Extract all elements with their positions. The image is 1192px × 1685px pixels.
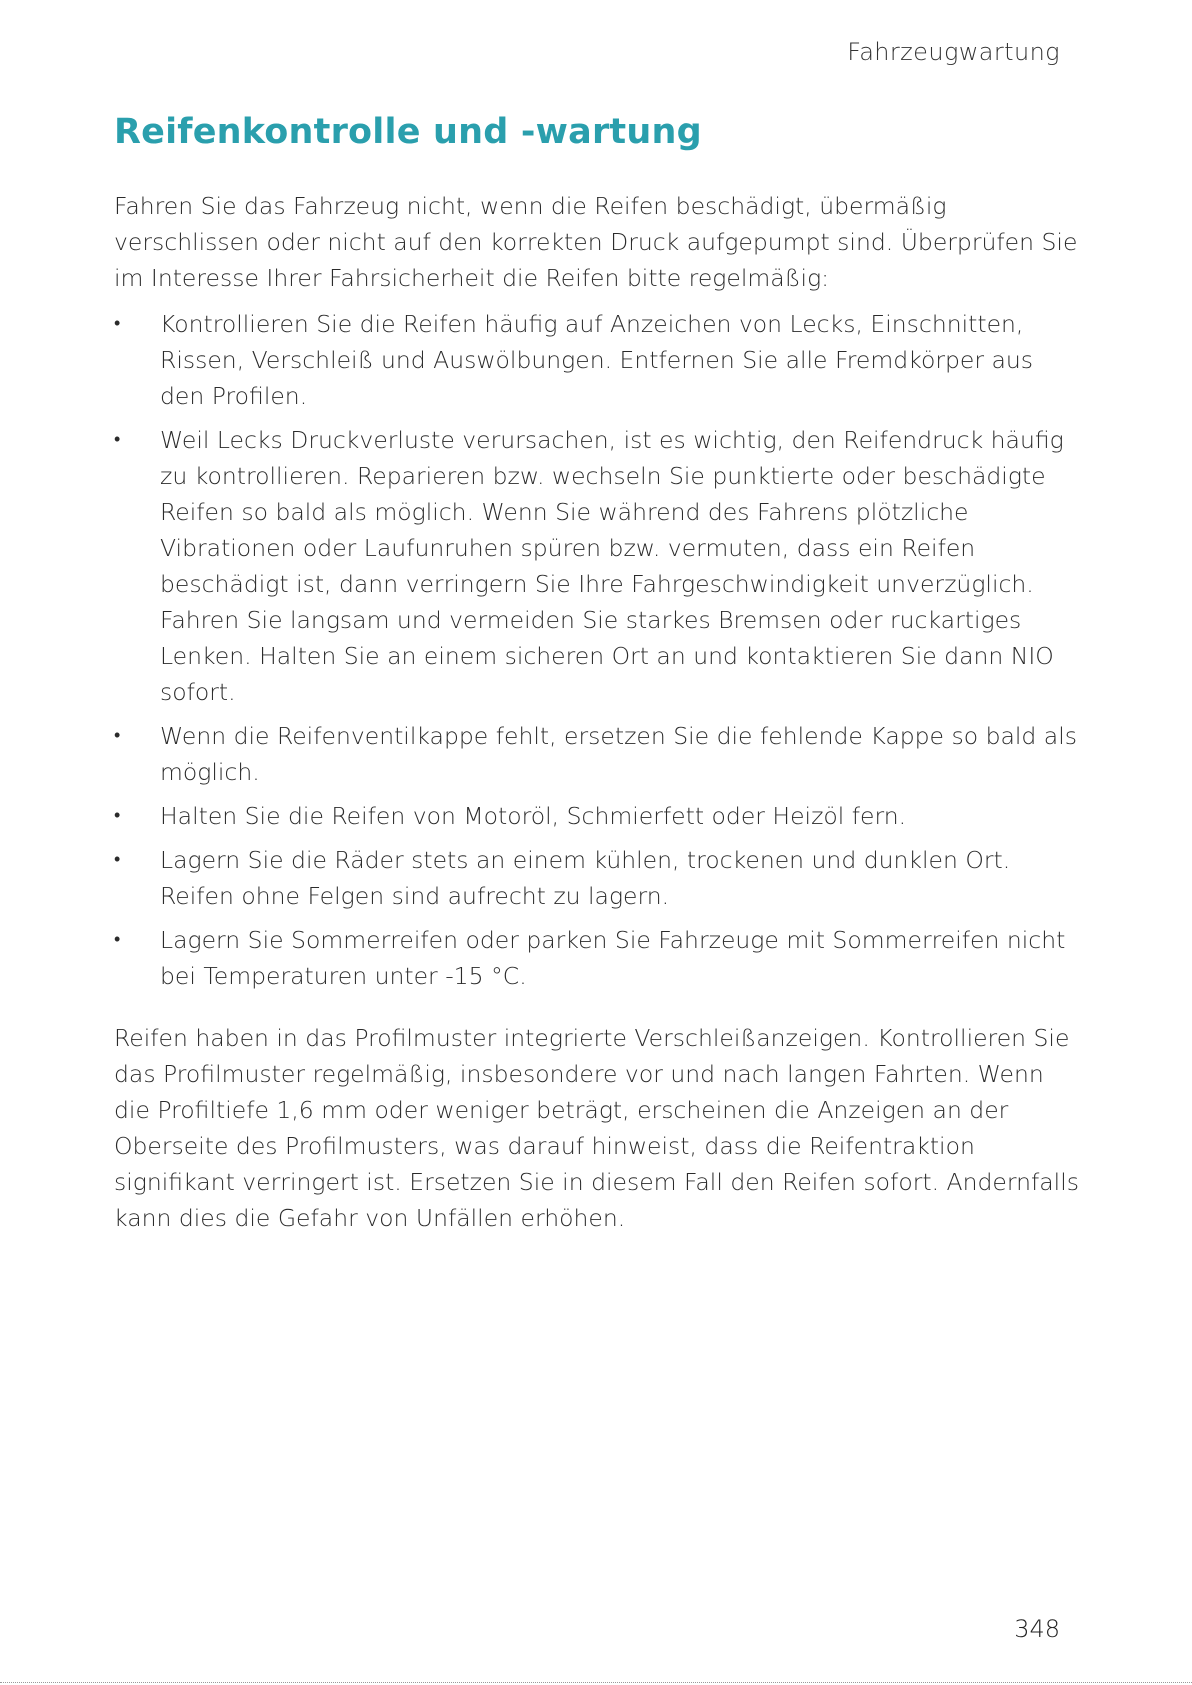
bullet-list [114,306,1084,994]
page-number: 348 [1014,1615,1060,1643]
list-item-text: Halten Sie die Reifen von Motoröl, Schmierfett oder Heizöl fern. [160,802,907,830]
bullet-icon: • [114,849,121,870]
bullet-icon: • [114,725,121,746]
bullet-icon: • [114,313,121,334]
list-item [114,798,1084,834]
bullet-icon: • [114,429,121,450]
list-item [114,306,1084,414]
list-item [114,718,1084,790]
list-item [114,922,1084,994]
bullet-icon: • [114,805,121,826]
bullet-icon: • [114,929,121,950]
section-title: Reifenkontrolle und -wartung [114,112,702,152]
list-item-text: Wenn die Reifenventilkappe fehlt, ersetzen Sie die fehlende Kappe so bald als möglich. [160,722,1077,786]
page-bottom-divider [0,1682,1192,1683]
running-header: Fahrzeugwartung [847,38,1060,66]
intro-paragraph: Fahren Sie das Fahrzeug nicht, wenn die Reifen beschädigt, übermäßig verschlissen oder nicht auf den korrekten Druck aufgepumpt sind. Überprüfen Sie im Interesse Ihrer Fahrsicherheit die Reifen bitte regelmäßig: [114,192,1078,292]
list-item-text: Kontrollieren Sie die Reifen häufig auf Anzeichen von Lecks, Einschnitten, Rissen, Verschleiß und Auswölbungen. Entfernen Sie alle Fremdkörper aus den Profilen. [160,310,1034,410]
list-item-text: Weil Lecks Druckverluste verursachen, ist es wichtig, den Reifendruck häufig zu kontrollieren. Reparieren bzw. wechseln Sie punktierte oder beschädigte Reifen so bald als möglich. Wenn Sie während des Fahrens plötzliche Vibrationen oder Laufunruhen spüren bzw. vermuten, dass ein Reifen beschädigt ist, dann verringern Sie Ihre Fahrgeschwindigkeit unverzüglich. Fahren Sie langsam und vermeiden Sie starkes Bremsen oder ruckartiges Lenken. Halten Sie an einem sicheren Ort an und kontaktieren Sie dann NIO sofort. [160,426,1064,706]
list-item-text: Lagern Sie Sommerreifen oder parken Sie Fahrzeuge mit Sommerreifen nicht bei Temperaturen unter -15 °C. [160,926,1066,990]
list-item [114,422,1084,710]
list-item-text: Lagern Sie die Räder stets an einem kühlen, trockenen und dunklen Ort. Reifen ohne Felgen sind aufrecht zu lagern. [160,846,1011,910]
page-content [114,188,1084,1236]
list-item [114,842,1084,914]
closing-paragraph: Reifen haben in das Profilmuster integrierte Verschleißanzeigen. Kontrollieren Sie das Profilmuster regelmäßig, insbesondere vor und nach langen Fahrten. Wenn die Profiltiefe 1,6 mm oder weniger beträgt, erscheinen die Anzeigen an der Oberseite des Profilmusters, was darauf hinweist, dass die Reifentraktion signifikant verringert ist. Ersetzen Sie in diesem Fall den Reifen sofort. Andernfalls kann dies die Gefahr von Unfällen erhöhen. [114,1024,1079,1232]
